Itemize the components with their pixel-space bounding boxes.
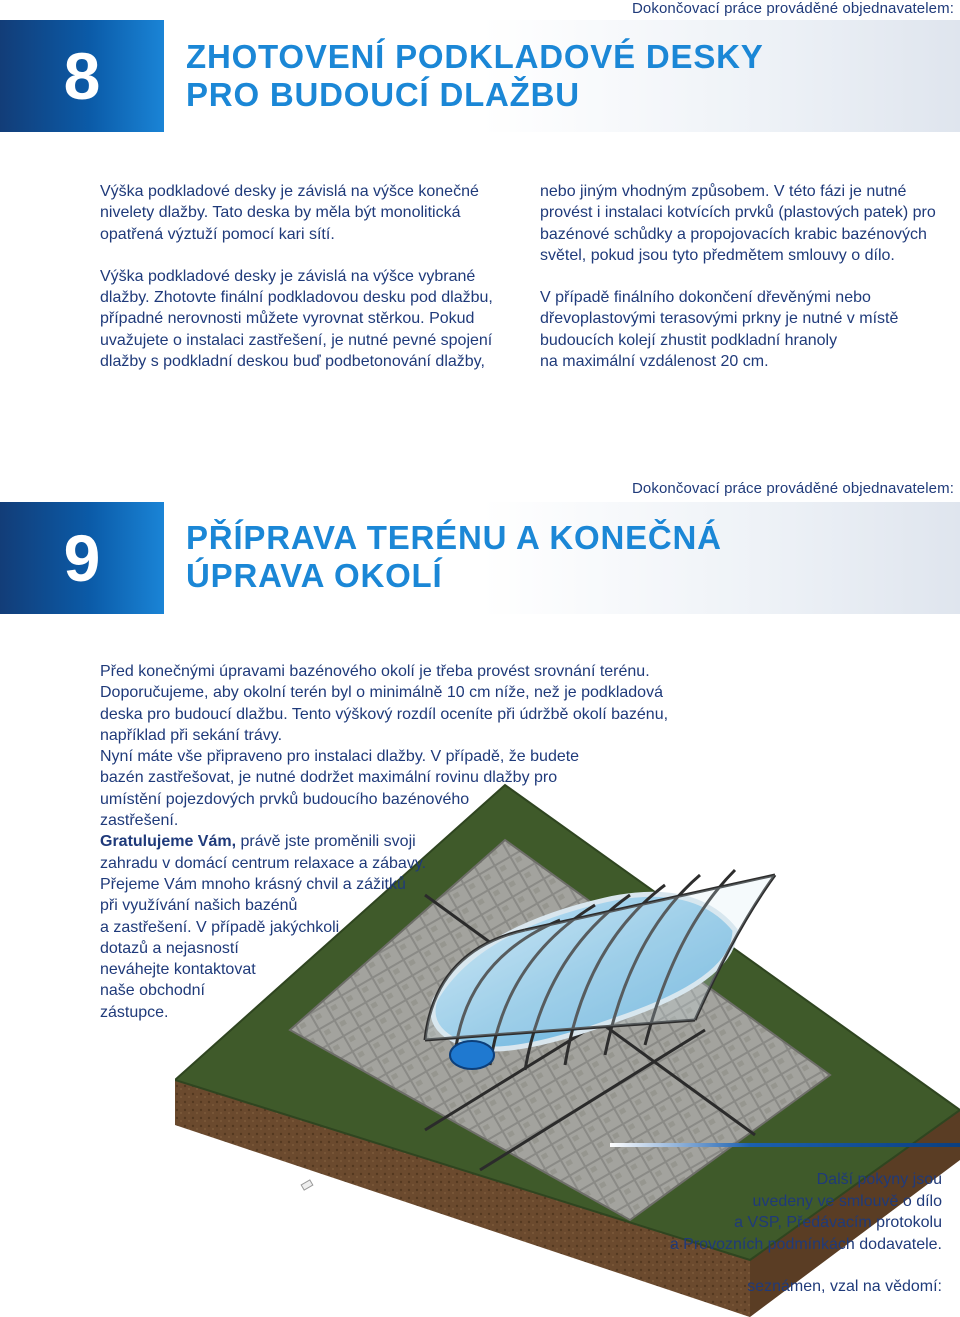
text-line: světel, pokud jsou tyto předmětem smlouvy o dílo.	[540, 246, 895, 264]
section9-title-line1: PŘÍPRAVA TERÉNU A KONEČNÁ	[186, 519, 722, 556]
text-line: případné nerovnosti můžete vyrovnat stěrkou. Pokud	[100, 310, 475, 328]
text-line: Přejeme Vám mnoho krásný chvil a zážitků	[100, 875, 406, 893]
section8-title	[186, 38, 764, 114]
section8-header-note: Dokončovací práce prováděné objednavatelem:	[631, 0, 954, 17]
drain-pipe	[301, 1180, 313, 1190]
text-line: uvedeny ve smlouvě o dílo	[752, 1192, 942, 1210]
section8-title-line1: ZHOTOVENÍ PODKLADOVÉ DESKY	[186, 38, 764, 75]
text-line: a zastřešení. V případě jakýchkoli	[100, 918, 340, 936]
section8-title-line2: PRO BUDOUCÍ DLAŽBU	[186, 76, 580, 113]
section8-right-paragraph-2	[540, 287, 955, 372]
section9-paragraph-1	[100, 661, 720, 1023]
acknowledgement-label: seznámen, vzal na vědomí:	[747, 1278, 942, 1295]
text-line: Před konečnými úpravami bazénového okolí je třeba provést srovnání terénu.	[100, 663, 650, 680]
text-line: dlažby s podkladní deskou buď podbetonování dlažby,	[100, 353, 485, 371]
text-line: Nyní máte vše připraveno pro instalaci dlažby. V případě, že budete	[100, 748, 580, 766]
footer-note	[670, 1169, 942, 1255]
section9-title	[186, 519, 722, 595]
text-line: a Provozních podmínkách dodavatele.	[669, 1235, 942, 1253]
section9-number: 9	[0, 502, 164, 614]
text-line: například při sekání trávy.	[100, 726, 283, 744]
section8-right-paragraph-1	[540, 181, 955, 266]
text-line: V případě finálního dokončení dřevěnými nebo	[540, 289, 871, 307]
section9-text	[100, 661, 720, 1023]
text-line: zahradu v domácí centrum relaxace a zábavy.	[100, 854, 427, 872]
text-line: dřevoplastovými terasovými prkny je nutné v místě	[540, 310, 899, 328]
section8-left-column	[100, 181, 520, 393]
text-line: nebo jiným vhodným způsobem. V této fázi je nutné	[540, 183, 907, 200]
congrats-bold: Gratulujeme Vám,	[100, 833, 237, 851]
text-line: zastřešení.	[100, 812, 179, 830]
text-line: Výška podkladové desky je závislá na výšce vybrané	[100, 267, 476, 285]
text-line: na maximální vzdálenost 20 cm.	[540, 353, 769, 371]
text-line: bazén zastřešovat, je nutné dodržet maximální rovinu dlažby pro	[100, 769, 558, 787]
footer-divider	[610, 1143, 960, 1147]
text-line: Další pokyny jsou	[816, 1171, 942, 1188]
text-line: nivelety dlažby. Tato deska by měla být monolitická	[100, 204, 461, 222]
text-line: dotazů a nejasností	[100, 939, 239, 957]
text-line: opatřená výztuží pomocí kari sítí.	[100, 225, 335, 243]
section9-header-note: Dokončovací práce prováděné objednavatelem:	[631, 480, 954, 497]
text-line: dlažby. Zhotovte finální podkladovou desku pod dlažbu,	[100, 289, 493, 307]
skimmer-lid	[450, 1041, 494, 1069]
text-line: neváhejte kontaktovat	[100, 961, 256, 979]
text-line: deska pro budoucí dlažbu. Tento výškový rozdíl oceníte při údržbě okolí bazénu,	[100, 705, 669, 723]
text-line: zástupce.	[100, 1003, 169, 1021]
text-line: Výška podkladové desky je závislá na výšce konečné	[100, 183, 479, 200]
text-line: budoucích kolejí zhustit podkladní hranoly	[540, 331, 838, 349]
text-line: a VSP, Předávacím protokolu	[734, 1214, 942, 1231]
text-line: naše obchodní	[100, 982, 205, 1000]
text-line: uvažujete o instalaci zastřešení, je nutné pevné spojení	[100, 331, 493, 349]
text-line: umístění pojezdových prvků budoucího bazénového	[100, 790, 470, 808]
section8-left-paragraph-1	[100, 181, 520, 245]
section9-title-line2: ÚPRAVA OKOLÍ	[186, 557, 443, 594]
section8-number: 8	[0, 20, 164, 132]
congrats-rest: právě jste proměnili svoji	[236, 833, 416, 851]
section8-right-column	[540, 181, 955, 393]
section8-left-paragraph-2	[100, 266, 520, 372]
text-line: provést i instalaci kotvících prvků (plastových patek) pro	[540, 204, 936, 222]
text-line: Doporučujeme, aby okolní terén byl o minimálně 10 cm níže, než je podkladová	[100, 684, 663, 702]
text-line: bazénové schůdky a propojovacích krabic bazénových	[540, 225, 927, 243]
text-line: při využívání našich bazénů	[100, 897, 298, 915]
